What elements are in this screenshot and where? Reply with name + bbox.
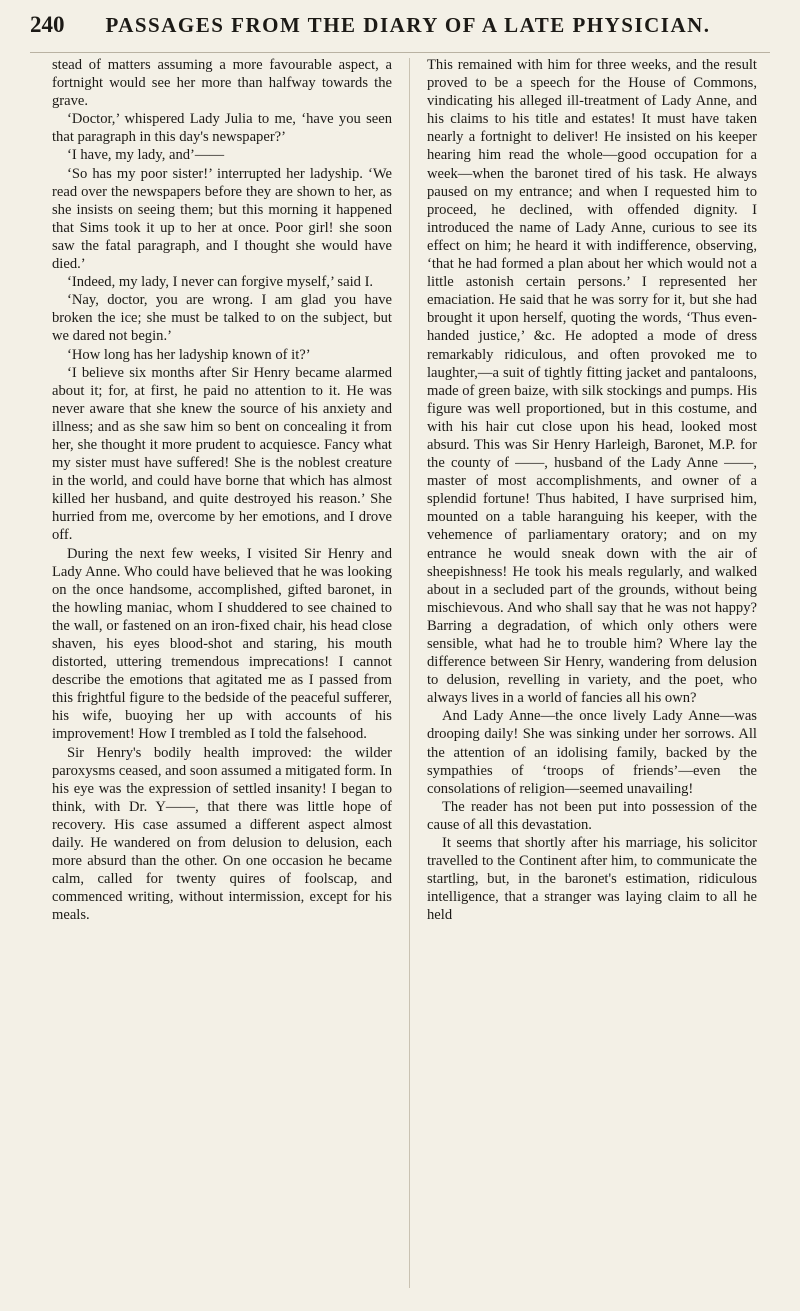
paragraph: ‘How long has her ladyship known of it?’ (67, 346, 311, 363)
paragraph: The reader has not been put into possession of the cause of all this devastation. (427, 798, 757, 833)
paragraph: It seems that shortly after his marriage, his solicitor travelled to the Continent after him, to communicate the startling, but, in the baronet's estimation, ridiculous intelligence, that a stranger was laying claim to all he held (427, 835, 757, 924)
running-title: PASSAGES FROM THE DIARY OF A LATE PHYSICIAN. (105, 13, 711, 37)
right-column (427, 56, 757, 1302)
column-divider (409, 58, 410, 1288)
page-number: 240 (30, 12, 65, 37)
paragraph: Sir Henry's bodily health improved: the wilder paroxysms ceased, and soon assumed a mitigated form. In his eye was the expression of settled insanity! I began to think, with Dr. Y——, that there was little hope of recovery. His case assumed a different aspect almost daily. He wandered on from delusion to delusion, each more absurd than the other. On one occasion he became calm, called for twenty quires of foolscap, and commenced writing, without intermission, except for his meals. (52, 744, 392, 924)
paragraph: ‘I have, my lady, and’—— (67, 147, 225, 164)
left-column (52, 56, 392, 1302)
paragraph: ‘Indeed, my lady, I never can forgive myself,’ said I. (67, 274, 374, 291)
paragraph: stead of matters assuming a more favourable aspect, a fortnight would see her more than halfway towards the grave. (52, 57, 392, 110)
page-header (30, 12, 770, 53)
paragraph: ‘So has my poor sister!’ interrupted her ladyship. ‘We read over the newspapers before they are shown to her, as she insists on seeing them; but this morning it happened that Sims took it up to her at once. Poor girl! she soon saw the fatal paragraph, and I thought she would have died.’ (52, 165, 392, 273)
paragraph: ‘Nay, doctor, you are wrong. I am glad you have broken the ice; she must be talked to on the subject, but we dared not begin.’ (52, 292, 392, 345)
paragraph: During the next few weeks, I visited Sir Henry and Lady Anne. Who could have believed that he was looking on the once handsome, accomplished, gifted baronet, in the howling maniac, whom I shuddered to see chained to the wall, or fastened on an iron-fixed chair, his head close shaven, his eyes blood-shot and staring, his mouth distorted, uttering tremendous imprecations! I cannot describe the emotions that agitated me as I passed from this frightful figure to the bedside of the peaceful sufferer, his wife, buoying her up with accounts of his improvement! How I trembled as I told the falsehood. (52, 545, 392, 743)
paragraph: And Lady Anne—the once lively Lady Anne—was drooping daily! She was sinking under her sorrows. All the attention of an idolising family, backed by the sympathies of ‘troops of friends’—even the consolations of religion—seemed unavailing! (427, 708, 757, 797)
paragraph: This remained with him for three weeks, and the result proved to be a speech for the House of Commons, vindicating his alleged ill-treatment of Lady Anne, and his claims to his title and estates! It must have taken nearly a fortnight to deliver! He insisted on his keeper hearing him read the whole—good occupation for a week—when the baronet tired of his task. He always paused on my entrance; and when I requested him to proceed, he declined, with offended dignity. I introduced the name of Lady Anne, curious to see its effect on him; he heard it with indifference, observing, ‘that he had formed a plan about her which would not a little astonish certain persons.’ I represented her emaciation. He said that he was sorry for it, but she had brought it upon herself, quoting the words, ‘Thus even-handed justice,’ &c. He adopted a mode of dress remarkably ridiculous, and often provoked me to laughter,—a suit of tightly fitting jacket and pantaloons, made of green baize, with silk stockings and pumps. His figure was well proportioned, but in this costume, and with his hair cut close upon his head, looked most absurd. This was Sir Henry Harleigh, Baronet, M.P. for the county of ——, husband of the Lady Anne ——, master of most accomplishments, and owner of a splendid fortune! Thus habited, I have surprised him, mounted on a table haranguing his keeper, with the vehemence of parliamentary oratory; and on my entrance he would sneak down with the air of sheepishness! He took his meals regularly, and walked about in a secluded part of the grounds, without being mischievous. And who shall say that he was not happy? Barring a degradation, of which only others were sensible, what had he to trouble him? Where lay the difference between Sir Henry, wandering from delusion to delusion, revelling in variety, and the poet, who always lives in a world of fancies all his own? (427, 57, 757, 707)
paragraph: ‘Doctor,’ whispered Lady Julia to me, ‘have you seen that paragraph in this day's newspaper?’ (52, 111, 392, 146)
paragraph: ‘I believe six months after Sir Henry became alarmed about it; for, at first, he paid no attention to it. He was never aware that she knew the source of his anxiety and illness; and as she saw him so bent on concealing it from her, she thought it more prudent to acquiesce. Fancy what my sister must have suffered! She is the noblest creature in the world, and could have borne that which has almost killed her husband, and quite destroyed his reason.’ She hurried from me, overcome by her emotions, and I drove off. (52, 364, 392, 544)
